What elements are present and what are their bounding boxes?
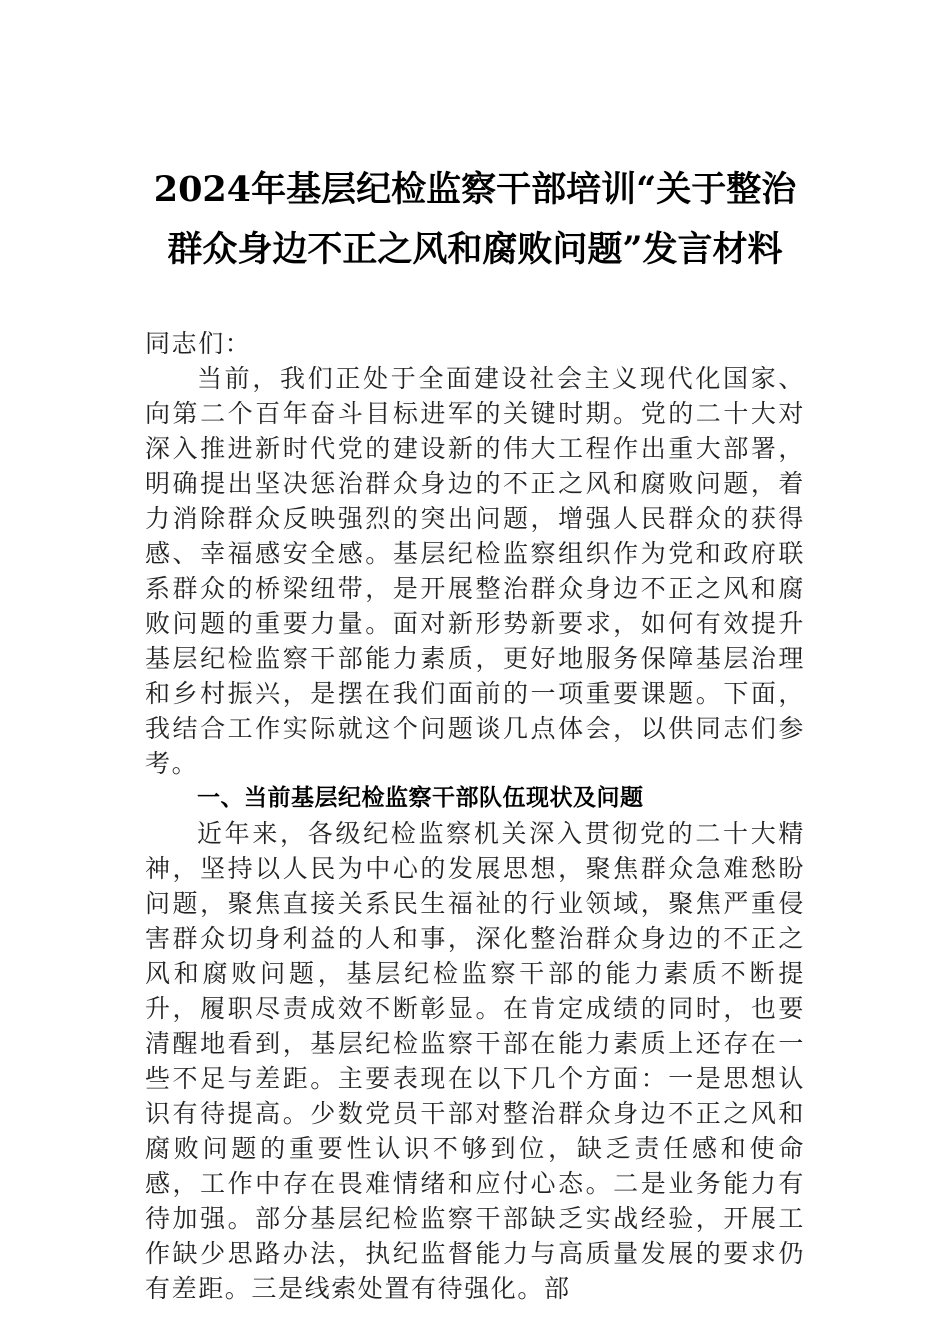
salutation: 同志们：	[145, 329, 252, 358]
paragraph-section-1: 近年来，各级纪检监察机关深入贯彻党的二十大精神，坚持以人民为中心的发展思想，聚焦群众急难愁盼问题，聚焦直接关系民生福祉的行业领域，聚焦严重侵害群众切身利益的人和事，深化整治群众身边的不正之风和腐败问题，基层纪检监察干部的能力素质不断提升，履职尽责成效不断彰显。在肯定成绩的同时，也要清醒地看到，基层纪检监察干部在能力素质上还存在一些不足与差距。主要表现在以下几个方面：一是思想认识有待提高。少数党员干部对整治群众身边不正之风和腐败问题的重要性认识不够到位，缺乏责任感和使命感，工作中存在畏难情绪和应付心态。二是业务能力有待加强。部分基层纪检监察干部缺乏实战经验，开展工作缺少思路办法，执纪监督能力与高质量发展的要求仍有差距。三是线索处置有待强化。部	[145, 819, 805, 1303]
section-heading-1: 一、当前基层纪检监察干部队伍现状及问题	[197, 785, 644, 811]
paragraph-intro: 当前，我们正处于全面建设社会主义现代化国家、向第二个百年奋斗目标进军的关键时期。党的二十大对深入推进新时代党的建设新的伟大工程作出重大部署，明确提出坚决惩治群众身边的不正之风和腐败问题，着力消除群众反映强烈的突出问题，增强人民群众的获得感、幸福感安全感。基层纪检监察组织作为党和政府联系群众的桥梁纽带，是开展整治群众身边不正之风和腐败问题的重要力量。面对新形势新要求，如何有效提升基层纪检监察干部能力素质，更好地服务保障基层治理和乡村振兴，是摆在我们面前的一项重要课题。下面，我结合工作实际就这个问题谈几点体会，以供同志们参考。	[145, 364, 805, 778]
title-line-1: 2024年基层纪检监察干部培训“关于整治	[153, 169, 797, 210]
title-line-2: 群众身边不正之风和腐败问题”发言材料	[167, 229, 783, 270]
document-title	[120, 160, 830, 280]
document-body	[145, 326, 805, 1306]
